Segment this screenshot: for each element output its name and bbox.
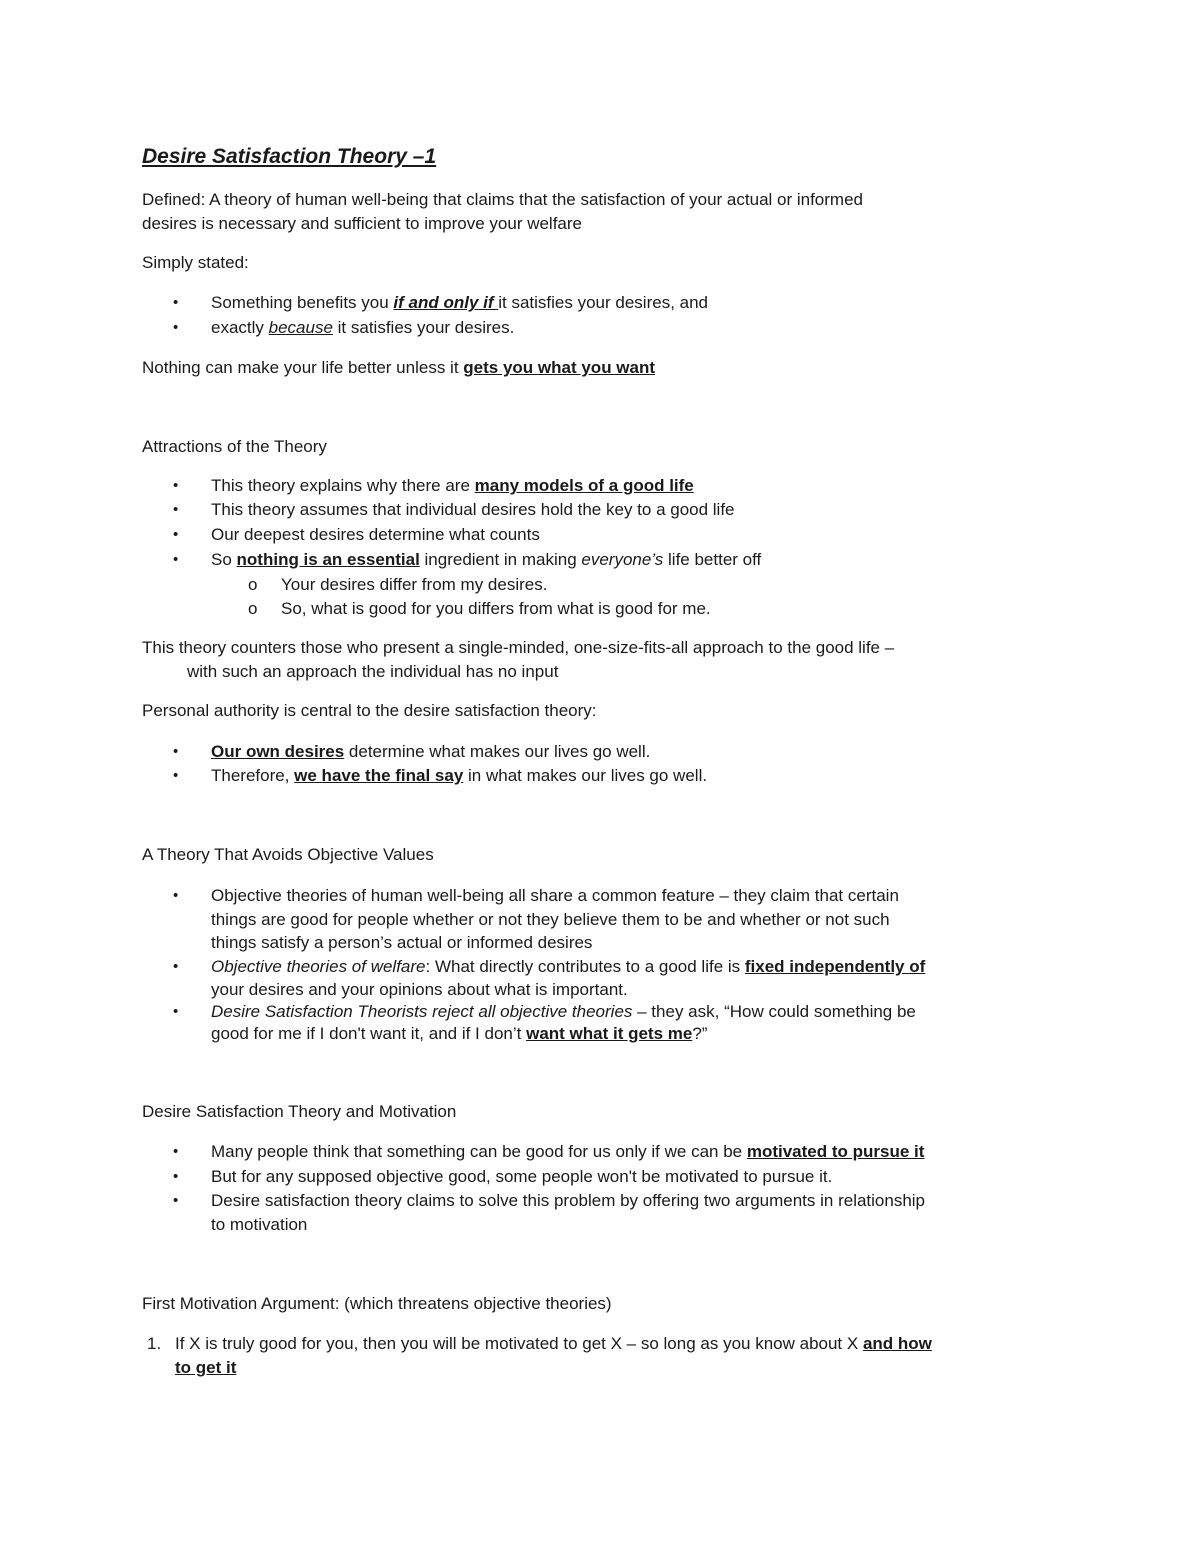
bullet-marker: • — [173, 1143, 179, 1160]
motivation-bullet-3-line-2: to motivation — [211, 1215, 308, 1234]
first-argument-item-1-line-2: to get it — [175, 1358, 237, 1377]
bullet-marker: • — [173, 887, 179, 904]
motivation-bullet-1: Many people think that something can be good for us only if we can be motivated to pursue it — [211, 1142, 925, 1161]
bullet-marker: • — [173, 477, 179, 494]
page-title: Desire Satisfaction Theory –1 — [142, 145, 437, 168]
attractions-bullet-2: This theory assumes that individual desires hold the key to a good life — [211, 500, 735, 519]
attractions-heading: Attractions of the Theory — [142, 437, 327, 456]
objective-bullet-1-line-3: things satisfy a person’s actual or informed desires — [211, 933, 593, 952]
personal-bullet-2: Therefore, we have the final say in what makes our lives go well. — [211, 766, 708, 785]
bullet-marker: • — [173, 767, 179, 784]
first-argument-heading: First Motivation Argument: (which threatens objective theories) — [142, 1294, 612, 1313]
attractions-sub-bullet-2: So, what is good for you differs from what is good for me. — [281, 599, 711, 618]
motivation-bullet-3-line-1: Desire satisfaction theory claims to solve this problem by offering two arguments in relationship — [211, 1191, 926, 1210]
bullet-marker: • — [173, 1168, 179, 1185]
personal-bullet-1: Our own desires determine what makes our lives go well. — [211, 742, 651, 761]
counters-line-2: with such an approach the individual has no input — [187, 662, 559, 681]
avoids-heading: A Theory That Avoids Objective Values — [142, 845, 434, 864]
personal-authority-line: Personal authority is central to the desire satisfaction theory: — [142, 701, 597, 720]
simply-stated-label: Simply stated: — [142, 253, 249, 272]
motivation-heading: Desire Satisfaction Theory and Motivation — [142, 1102, 457, 1121]
objective-bullet-3-line-2: good for me if I don't want it, and if I don’t want what it gets me?” — [211, 1024, 708, 1043]
counters-line-1: This theory counters those who present a single-minded, one-size-fits-all approach to the good life – — [142, 638, 895, 657]
simply-bullet-1: Something benefits you if and only if it satisfies your desires, and — [211, 293, 709, 312]
objective-bullet-1-line-2: things are good for people whether or not they believe them to be and whether or not such — [211, 910, 890, 929]
definition-line-1: Defined: A theory of human well-being that claims that the satisfaction of your actual or informed — [142, 190, 863, 209]
simply-bullet-2: exactly because it satisfies your desires. — [211, 318, 515, 337]
list-number: 1. — [147, 1334, 162, 1353]
bullet-marker: • — [173, 526, 179, 543]
attractions-bullet-3: Our deepest desires determine what counts — [211, 525, 540, 544]
attractions-bullet-1: This theory explains why there are many models of a good life — [211, 476, 694, 495]
attractions-sub-bullet-1: Your desires differ from my desires. — [281, 575, 548, 594]
objective-bullet-1-line-1: Objective theories of human well-being all share a common feature – they claim that certain — [211, 886, 899, 905]
sub-bullet-marker: o — [248, 599, 258, 618]
bullet-marker: • — [173, 551, 179, 568]
bullet-marker: • — [173, 958, 179, 975]
objective-bullet-3-line-1: Desire Satisfaction Theorists reject all objective theories – they ask, “How could something be — [211, 1002, 916, 1021]
bullet-marker: • — [173, 319, 179, 336]
bullet-marker: • — [173, 294, 179, 311]
bullet-marker: • — [173, 1003, 179, 1020]
motivation-bullet-2: But for any supposed objective good, some people won't be motivated to pursue it. — [211, 1167, 833, 1186]
nothing-line: Nothing can make your life better unless it gets you what you want — [142, 358, 656, 377]
first-argument-item-1-line-1: If X is truly good for you, then you will be motivated to get X – so long as you know about X and how — [175, 1334, 932, 1353]
bullet-marker: • — [173, 501, 179, 518]
bullet-marker: • — [173, 743, 179, 760]
objective-bullet-2-line-1: Objective theories of welfare: What directly contributes to a good life is fixed independently of — [211, 957, 926, 976]
objective-bullet-2-line-2: your desires and your opinions about what is important. — [211, 980, 628, 999]
definition-line-2: desires is necessary and sufficient to improve your welfare — [142, 214, 582, 233]
bullet-marker: • — [173, 1192, 179, 1209]
attractions-bullet-4: So nothing is an essential ingredient in making everyone’s life better off — [211, 550, 762, 569]
sub-bullet-marker: o — [248, 575, 258, 594]
